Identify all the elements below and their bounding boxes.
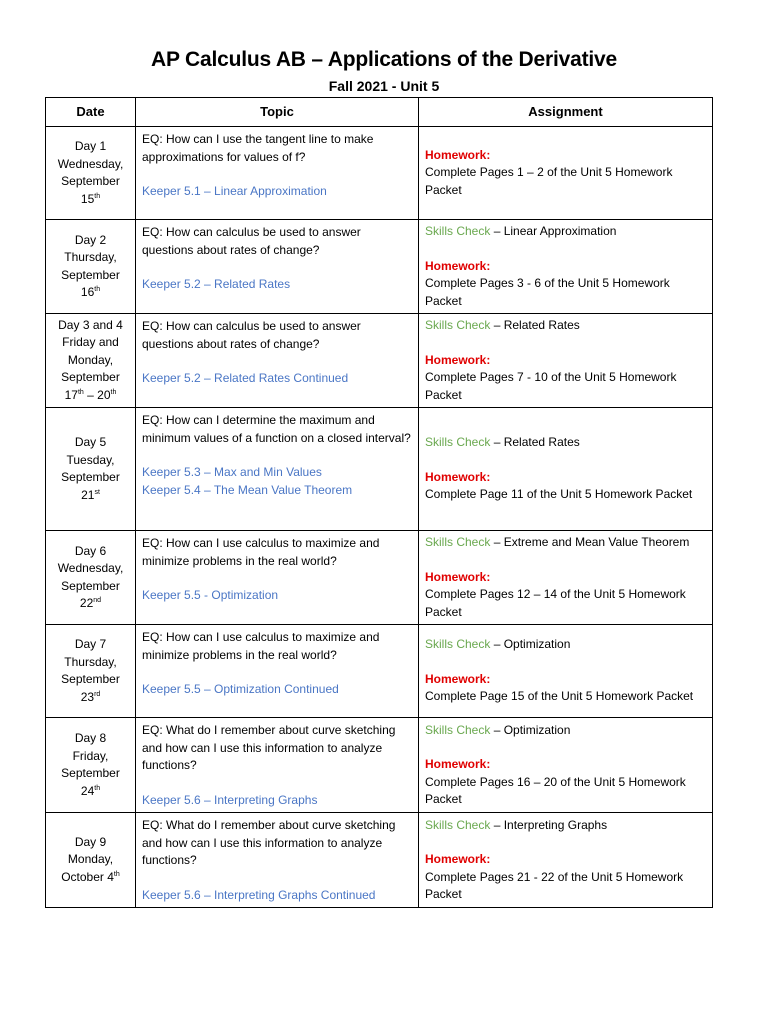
- homework-text: Complete Page 15 of the Unit 5 Homework Packet: [425, 689, 694, 704]
- table-row: [46, 531, 713, 625]
- row-day: Day 8: [74, 731, 107, 745]
- skills-check: Skills Check – Related Rates: [425, 318, 580, 332]
- homework-label: Homework:: [425, 147, 491, 162]
- row-day: Day 6: [74, 543, 107, 558]
- essential-question: EQ: How can I use the tangent line to make approximations for values of f?: [142, 132, 374, 164]
- skills-check-label: Skills Check: [425, 817, 491, 832]
- row-weekday: Wednesday,: [57, 156, 124, 171]
- topic-cell: [136, 531, 419, 625]
- assignment-cell: [419, 408, 713, 531]
- row-day: Day 7: [74, 637, 107, 651]
- column-header-date: Date: [46, 98, 136, 127]
- essential-question: EQ: How can I use calculus to maximize and minimize problems in the real world?: [142, 536, 380, 568]
- skills-check: Skills Check – Optimization: [425, 722, 571, 737]
- topic-cell: [136, 127, 419, 220]
- row-weekday: Thursday,: [64, 250, 117, 264]
- topic-cell: [136, 813, 419, 908]
- topic-cell: [136, 220, 419, 314]
- schedule-table: [45, 97, 713, 908]
- topic-cell: [136, 314, 419, 408]
- row-date: 17th – 20th: [64, 387, 117, 402]
- skills-check-label: Skills Check: [425, 722, 491, 737]
- column-header-topic: Topic: [136, 98, 419, 127]
- row-day: Day 2: [74, 232, 107, 247]
- date-cell: [46, 220, 136, 314]
- row-weekday: Wednesday,: [57, 561, 124, 575]
- date-cell: [46, 127, 136, 220]
- table-row: [46, 718, 713, 813]
- row-day: Day 5: [74, 435, 107, 449]
- date-cell: [46, 531, 136, 625]
- topic-cell: [136, 408, 419, 531]
- skills-check-label: Skills Check: [425, 637, 491, 652]
- date-cell: [46, 314, 136, 408]
- page-title: AP Calculus AB – Applications of the Derivative: [151, 48, 617, 71]
- keeper-link: Keeper 5.2 – Related Rates: [142, 277, 291, 291]
- assignment-cell: [419, 220, 713, 314]
- row-date: 21st: [81, 487, 100, 502]
- homework-text: Complete Pages 7 - 10 of the Unit 5 Homework Packet: [425, 370, 677, 402]
- row-date: 22nd: [79, 596, 102, 610]
- date-cell: [46, 813, 136, 908]
- skills-check: Skills Check – Related Rates: [425, 435, 580, 450]
- keeper-link: Keeper 5.4 – The Mean Value Theorem: [142, 482, 353, 497]
- row-month: September: [61, 672, 120, 686]
- row-month: September: [61, 174, 120, 188]
- row-month: September: [61, 370, 120, 385]
- skills-check-label: Skills Check: [425, 224, 491, 238]
- assignment-cell: [419, 718, 713, 813]
- row-date: 23rd: [80, 689, 101, 704]
- page-subtitle: Fall 2021 - Unit 5: [328, 78, 440, 94]
- skills-check: Skills Check – Linear Approximation: [425, 224, 617, 238]
- homework-text: Complete Page 11 of the Unit 5 Homework Packet: [425, 487, 693, 502]
- skills-check-label: Skills Check: [425, 535, 491, 549]
- assignment-cell: [419, 127, 713, 220]
- homework-text: Complete Pages 12 – 14 of the Unit 5 Homework Packet: [425, 587, 686, 619]
- keeper-link: Keeper 5.6 – Interpreting Graphs: [142, 792, 318, 807]
- row-month: September: [61, 267, 120, 282]
- homework-label: Homework:: [425, 258, 491, 273]
- topic-cell: [136, 625, 419, 718]
- table-row: [46, 314, 713, 408]
- skills-check: Skills Check – Extreme and Mean Value Theorem: [425, 535, 690, 549]
- essential-question: EQ: How can I determine the maximum and minimum values of a function on a closed interval?: [142, 413, 411, 445]
- topic-cell: [136, 718, 419, 813]
- skills-check-label: Skills Check: [425, 318, 491, 332]
- essential-question: EQ: What do I remember about curve sketching and how can I use this information to analyze functions?: [142, 723, 396, 772]
- assignment-cell: [419, 813, 713, 908]
- essential-question: EQ: How can I use calculus to maximize and minimize problems in the real world?: [142, 630, 380, 662]
- homework-label: Homework:: [425, 757, 491, 771]
- homework-text: Complete Pages 1 – 2 of the Unit 5 Homework Packet: [425, 165, 673, 197]
- keeper-link: Keeper 5.5 – Optimization Continued: [142, 682, 339, 696]
- keeper-link: Keeper 5.2 – Related Rates Continued: [142, 371, 349, 385]
- table-row: [46, 813, 713, 908]
- keeper-link: Keeper 5.6 – Interpreting Graphs Continued: [142, 887, 376, 902]
- homework-label: Homework:: [425, 569, 491, 584]
- column-header-assignment: Assignment: [419, 98, 713, 127]
- table-row: [46, 625, 713, 718]
- assignment-cell: [419, 314, 713, 408]
- table-header-row: [46, 98, 713, 127]
- table-row: [46, 408, 713, 531]
- row-weekday: Tuesday,: [66, 452, 115, 467]
- date-cell: [46, 408, 136, 531]
- table-row: [46, 220, 713, 314]
- homework-label: Homework:: [425, 671, 491, 686]
- table-row: [46, 127, 713, 220]
- row-day: Day 9: [74, 834, 107, 849]
- row-month: October 4th: [61, 869, 120, 884]
- row-weekday: Friday,: [72, 748, 109, 763]
- homework-label: Homework:: [425, 352, 491, 367]
- skills-check: Skills Check – Optimization: [425, 637, 571, 652]
- assignment-cell: [419, 625, 713, 718]
- row-weekday: Friday and Monday,: [62, 335, 119, 367]
- row-month: September: [61, 578, 120, 593]
- skills-check-label: Skills Check: [425, 435, 491, 450]
- keeper-link: Keeper 5.5 - Optimization: [142, 588, 279, 602]
- keeper-link: Keeper 5.1 – Linear Approximation: [142, 184, 327, 198]
- date-cell: [46, 625, 136, 718]
- homework-label: Homework:: [425, 852, 491, 866]
- row-weekday: Thursday,: [64, 654, 117, 669]
- date-cell: [46, 718, 136, 813]
- row-date: 15th: [80, 191, 101, 206]
- skills-check: Skills Check – Interpreting Graphs: [425, 817, 608, 832]
- homework-text: Complete Pages 3 - 6 of the Unit 5 Homework Packet: [425, 276, 670, 308]
- row-month: September: [61, 766, 120, 780]
- row-weekday: Monday,: [67, 852, 114, 867]
- essential-question: EQ: What do I remember about curve sketching and how can I use this information to analyze functions?: [142, 818, 396, 867]
- row-date: 16th: [80, 285, 101, 299]
- essential-question: EQ: How can calculus be used to answer questions about rates of change?: [142, 319, 361, 351]
- homework-text: Complete Pages 21 - 22 of the Unit 5 Homework Packet: [425, 869, 684, 901]
- homework-label: Homework:: [425, 469, 491, 484]
- row-month: September: [61, 470, 120, 484]
- homework-text: Complete Pages 16 – 20 of the Unit 5 Homework Packet: [425, 774, 686, 806]
- row-day: Day 3 and 4: [58, 317, 123, 332]
- assignment-cell: [419, 531, 713, 625]
- row-day: Day 1: [74, 139, 107, 153]
- row-date: 24th: [80, 783, 101, 798]
- essential-question: EQ: How can calculus be used to answer questions about rates of change?: [142, 225, 361, 257]
- keeper-link: Keeper 5.3 – Max and Min Values: [142, 465, 322, 479]
